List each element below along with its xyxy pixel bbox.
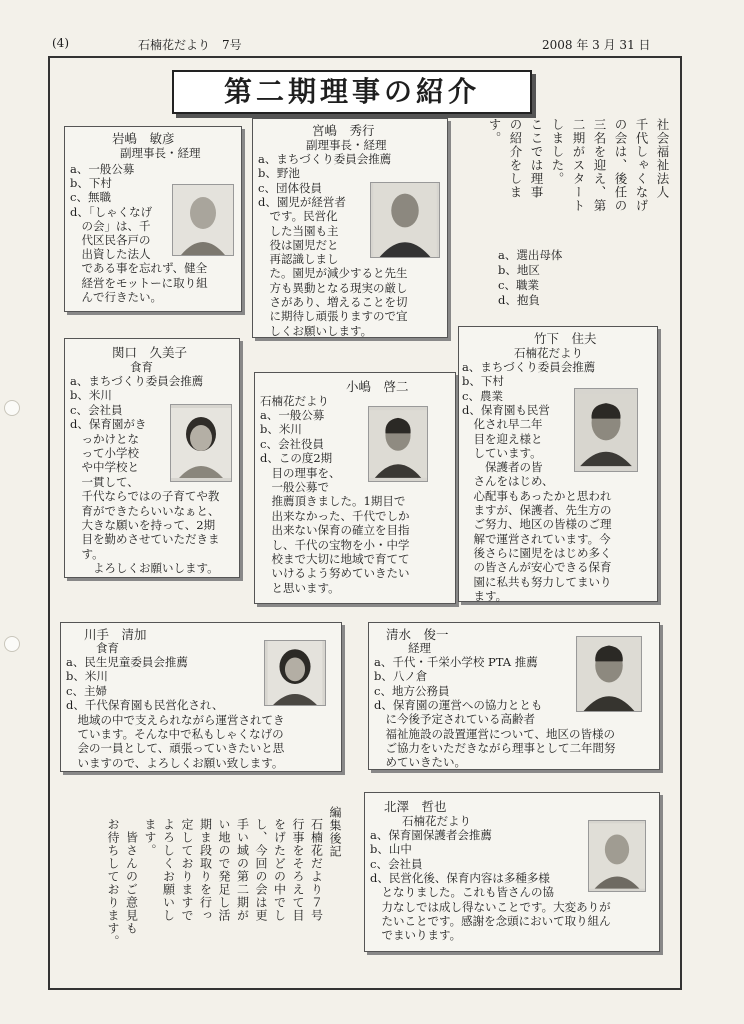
- director-line: c、会社員: [370, 856, 423, 871]
- director-line: b、米川: [66, 669, 108, 684]
- director-line: いけるよう努めていきたい: [260, 566, 410, 581]
- title-banner: [172, 70, 532, 114]
- punch-hole: [4, 636, 20, 652]
- director-line: 方も異動となる現実の厳し: [258, 280, 408, 295]
- director-line: めていきたい。: [374, 755, 466, 770]
- editor-heading: 編集後記: [328, 806, 342, 858]
- director-line: 力なしでは成し得ないことです。大変ありが: [370, 899, 611, 914]
- director-name-kawate: 川手 清加: [84, 627, 147, 642]
- director-line: である事を忘れず、健全: [70, 261, 208, 276]
- director-line: c、会社役員: [260, 436, 324, 451]
- director-line: d、園児が経営者: [258, 194, 346, 209]
- editor-column: をげたどの中でし: [272, 818, 287, 922]
- director-line: す。: [70, 546, 104, 561]
- director-name-sekiguchi: 関口 久美子: [112, 345, 188, 360]
- director-line: たいことです。感謝を念頭において取り組ん: [370, 913, 611, 928]
- director-line: c、無職: [70, 190, 111, 205]
- director-line: b、野池: [258, 166, 300, 181]
- director-line: 保護者の皆: [462, 460, 543, 475]
- director-role-takeshita: 石楠花だより: [514, 346, 583, 360]
- legend-item: d、抱負: [498, 293, 540, 307]
- director-role-kojima: 石楠花だより: [260, 394, 329, 408]
- publication-name: 石楠花だより 7号: [138, 38, 242, 52]
- director-line: いますので、よろしくお願い致します。: [66, 755, 284, 770]
- intro-column: の会は、後任の: [613, 118, 628, 213]
- portrait-photo-shimizu: [576, 636, 642, 712]
- director-line: 心配事もあったかと思われ: [462, 488, 612, 503]
- director-line: でまいります。: [370, 928, 462, 943]
- intro-column: 二期がスタート: [571, 118, 586, 213]
- director-line: b、八ノ倉: [374, 669, 428, 684]
- director-line: の皆さんが安心できる保育: [462, 560, 612, 575]
- director-line: です。民営化: [258, 209, 338, 224]
- editor-column: ます。: [143, 818, 157, 857]
- director-line: 校まで大切に地域で育てて: [260, 552, 410, 566]
- director-line: の会」は、千: [70, 218, 151, 233]
- director-line: となりました。これも皆さんの協: [370, 885, 554, 900]
- director-line: b、山中: [370, 842, 412, 857]
- legend-item: c、職業: [498, 278, 539, 292]
- director-line: ご努力、地区の皆様のご理: [462, 517, 612, 532]
- director-line: 代区民各戸の: [70, 233, 151, 247]
- editor-column: 石楠花だより７号: [309, 818, 324, 922]
- issue-date: 2008 年 3 月 31 日: [542, 38, 651, 52]
- editor-column: 皆さんのご意見も: [124, 818, 139, 935]
- director-line: 福祉施設の設置運営について、地区の皆様の: [374, 726, 616, 741]
- director-line: 目を勤めさせていただきま: [70, 532, 220, 547]
- director-role-kitazawa: 石楠花だより: [402, 814, 471, 828]
- director-role-shimizu: 経理: [408, 641, 431, 655]
- director-name-miyajima: 宮嶋 秀行: [312, 123, 375, 138]
- director-line: 解で運営されています。今: [462, 531, 611, 546]
- editor-column: 手い域の第二期が: [235, 818, 250, 922]
- director-line: c、会社員: [70, 402, 123, 417]
- director-line: ています。そんな中で私もしゃくなげの: [66, 727, 284, 741]
- director-line: って小学校: [70, 446, 139, 460]
- director-role-miyajima: 副理事長・経理: [306, 138, 387, 152]
- director-line: さんをはじめ、: [462, 474, 554, 489]
- director-line: 会の一員として、頑張っていきたいと思: [66, 741, 285, 756]
- director-name-takeshita: 竹下 住夫: [534, 331, 597, 346]
- director-line: c、地方公務員: [374, 683, 450, 698]
- portrait-photo-kojima: [368, 406, 428, 482]
- intro-column: す。: [487, 118, 502, 145]
- editor-column: 定しておりますで: [180, 818, 194, 922]
- director-line: に期待し頑張りますので宜: [258, 309, 408, 324]
- director-line: d、「しゃくなげ: [70, 204, 153, 219]
- director-name-kitazawa: 北澤 哲也: [384, 799, 447, 814]
- portrait-photo-takeshita: [574, 388, 638, 472]
- director-line: d、千代保育園も民営化され、: [66, 698, 224, 713]
- director-line: b、下村: [462, 374, 504, 389]
- director-name-shimizu: 清水 俊一: [386, 627, 449, 642]
- intro-column: 三名を迎え、第: [592, 118, 607, 213]
- director-line: b、米川: [70, 388, 112, 403]
- director-line: 一般公募で: [260, 480, 329, 494]
- director-line: 千代ならではの子育てや教: [70, 489, 220, 504]
- director-line: 出資した法人: [70, 247, 151, 262]
- editor-column: お待ちしております。: [106, 818, 120, 948]
- director-line: 園に私共も努力してまいり: [462, 574, 612, 589]
- portrait-photo-kitazawa: [588, 820, 646, 892]
- director-line: 再認識しまし: [258, 252, 339, 267]
- legend-item: b、地区: [498, 263, 540, 277]
- editor-column: 行事をそろえて目: [291, 818, 305, 922]
- director-line: 育ができたらいいなぁと、: [70, 503, 220, 518]
- director-line: し、千代の宝物を小・中学: [260, 537, 410, 552]
- director-line: に今後予定されている高齢者: [374, 712, 535, 727]
- director-line: d、この度2期: [260, 451, 333, 466]
- director-line: ますが、保護者、先生方の: [462, 503, 612, 517]
- editor-column: い地ので発足し活: [217, 818, 231, 922]
- director-line: a、千代・千栄小学校 PTA 推薦: [374, 655, 538, 669]
- director-name-iwashima: 岩嶋 敏彦: [112, 131, 175, 146]
- director-name-kojima: 小嶋 啓二: [346, 379, 409, 394]
- director-line: さがあり、増えることを切: [258, 295, 408, 309]
- director-line: ます。: [462, 588, 508, 603]
- director-line: た。園児が減少すると先生: [258, 266, 408, 281]
- director-line: よろしくお願いします。: [70, 561, 219, 576]
- director-line: a、一般公募: [260, 408, 325, 422]
- director-line: と思います。: [260, 580, 340, 595]
- director-line: d、保育園も民営: [462, 402, 550, 417]
- director-line: 出来ない保育の確立を目指: [260, 523, 410, 538]
- director-line: b、米川: [260, 422, 302, 437]
- director-line: a、民生児童委員会推薦: [66, 655, 188, 669]
- intro-column: の紹介をしま: [508, 118, 523, 199]
- director-line: d、民営化後、保育内容は多種多様: [370, 870, 550, 885]
- director-line: 推薦頂きました。1期目で: [260, 494, 406, 509]
- editor-column: し、今回の会は更: [254, 818, 268, 922]
- director-line: 化され早二年: [462, 417, 543, 432]
- director-line: 地域の中で支えられながら運営されてき: [66, 712, 285, 727]
- director-role-iwashima: 副理事長・経理: [120, 146, 201, 160]
- director-role-sekiguchi: 食育: [130, 360, 153, 374]
- portrait-photo-sekiguchi: [170, 404, 232, 482]
- director-line: c、農業: [462, 388, 503, 403]
- director-line: んで行きたい。: [70, 289, 162, 304]
- legend-item: a、選出母体: [498, 248, 563, 262]
- director-line: しています。: [462, 445, 542, 460]
- director-line: a、まちづくり委員会推薦: [462, 360, 596, 374]
- editor-column: 期ま段取りを行っ: [198, 818, 213, 922]
- director-line: c、団体役員: [258, 180, 322, 195]
- portrait-photo-miyajima: [370, 182, 440, 258]
- director-line: d、保育園がき: [70, 417, 147, 432]
- director-line: 経営をモットーに取り組: [70, 275, 208, 290]
- director-line: や中学校と: [70, 460, 139, 475]
- editor-column: よろしくお願いし: [161, 818, 176, 922]
- intro-column: 社会福祉法人: [655, 118, 670, 199]
- director-line: c、主婦: [66, 683, 107, 698]
- director-line: a、まちづくり委員会推薦: [70, 374, 204, 388]
- intro-column: ここでは理事: [529, 118, 544, 199]
- director-line: 目の理事を、: [260, 465, 341, 480]
- director-line: a、保育園保護者会推薦: [370, 828, 492, 842]
- director-line: b、下村: [70, 176, 112, 191]
- intro-column: しました。: [550, 118, 565, 186]
- director-line: a、まちづくり委員会推薦: [258, 152, 392, 166]
- legend: [498, 248, 618, 318]
- director-line: 大きな願いを持って、2期: [70, 518, 216, 532]
- page-number: (4): [52, 36, 69, 50]
- director-line: ご協力をいただきながら理事として二年間努: [374, 740, 616, 755]
- portrait-photo-iwashima: [172, 184, 234, 256]
- director-line: 一貫して、: [70, 474, 139, 489]
- director-line: 出来なかった、千代でしか: [260, 508, 410, 523]
- director-line: っかけとな: [70, 431, 139, 446]
- director-line: 役は園児だと: [258, 237, 339, 252]
- director-line: d、保育園の運営への協力ととも: [374, 697, 543, 712]
- page-title: 第二期理事の紹介: [223, 75, 480, 108]
- punch-hole: [4, 400, 20, 416]
- intro-column: 千代しゃくなげ: [634, 118, 649, 213]
- director-line: 後さらに園児をはじめ多く: [462, 545, 612, 560]
- director-line: した当園も主: [258, 223, 339, 238]
- director-line: a、一般公募: [70, 162, 135, 176]
- director-role-kawate: 食育: [96, 641, 119, 655]
- portrait-photo-kawate: [264, 640, 326, 706]
- editor-afterword: [96, 806, 342, 976]
- director-line: しくお願いします。: [258, 323, 373, 338]
- director-line: 目を迎え様と: [462, 431, 543, 446]
